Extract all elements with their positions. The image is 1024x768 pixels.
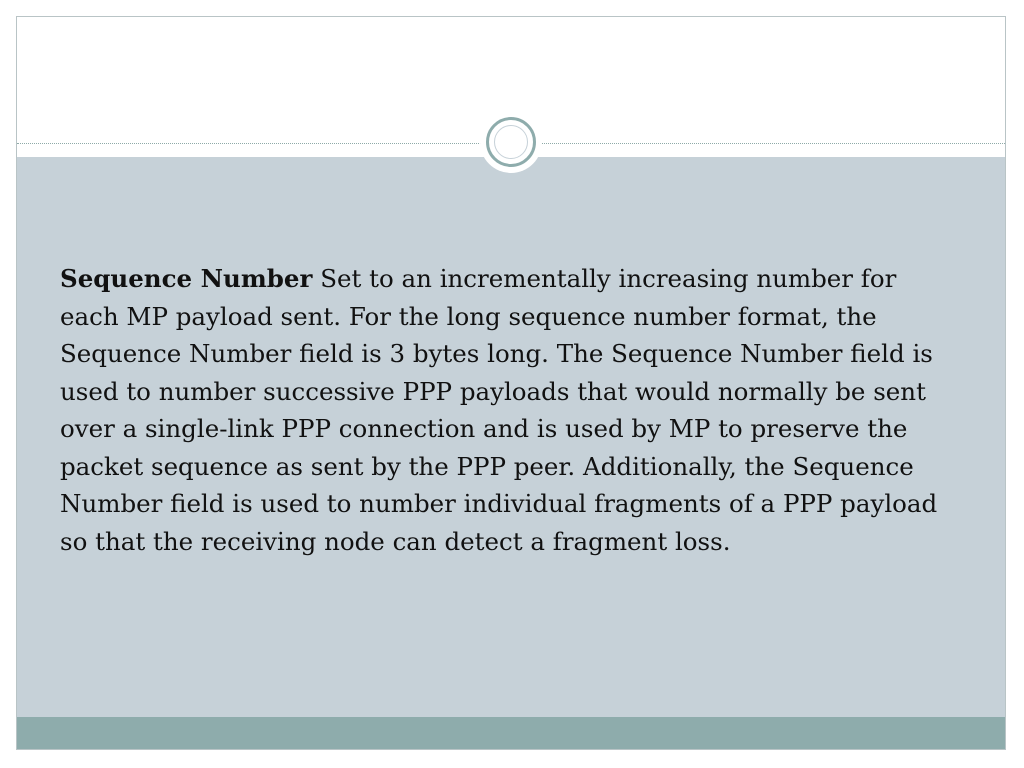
slide-footer-bar xyxy=(17,717,1005,750)
slide xyxy=(16,16,1006,750)
circle-ornament-icon xyxy=(480,111,542,173)
term-definition: Set to an incrementally increasing number for each MP payload sent. For the long sequence number format, the Sequence Number field is 3 bytes long. The Sequence Number field is used to number successive PPP payloads that would normally be sent over a single-link PPP connection and is used by MP to preserve the packet sequence as sent by the PPP peer. Additionally, the Sequence Number field is used to number individual fragments of a PPP payload so that the receiving node can detect a fragment loss. xyxy=(60,264,938,556)
slide-body-text xyxy=(60,260,960,560)
term-heading: Sequence Number xyxy=(60,264,313,293)
